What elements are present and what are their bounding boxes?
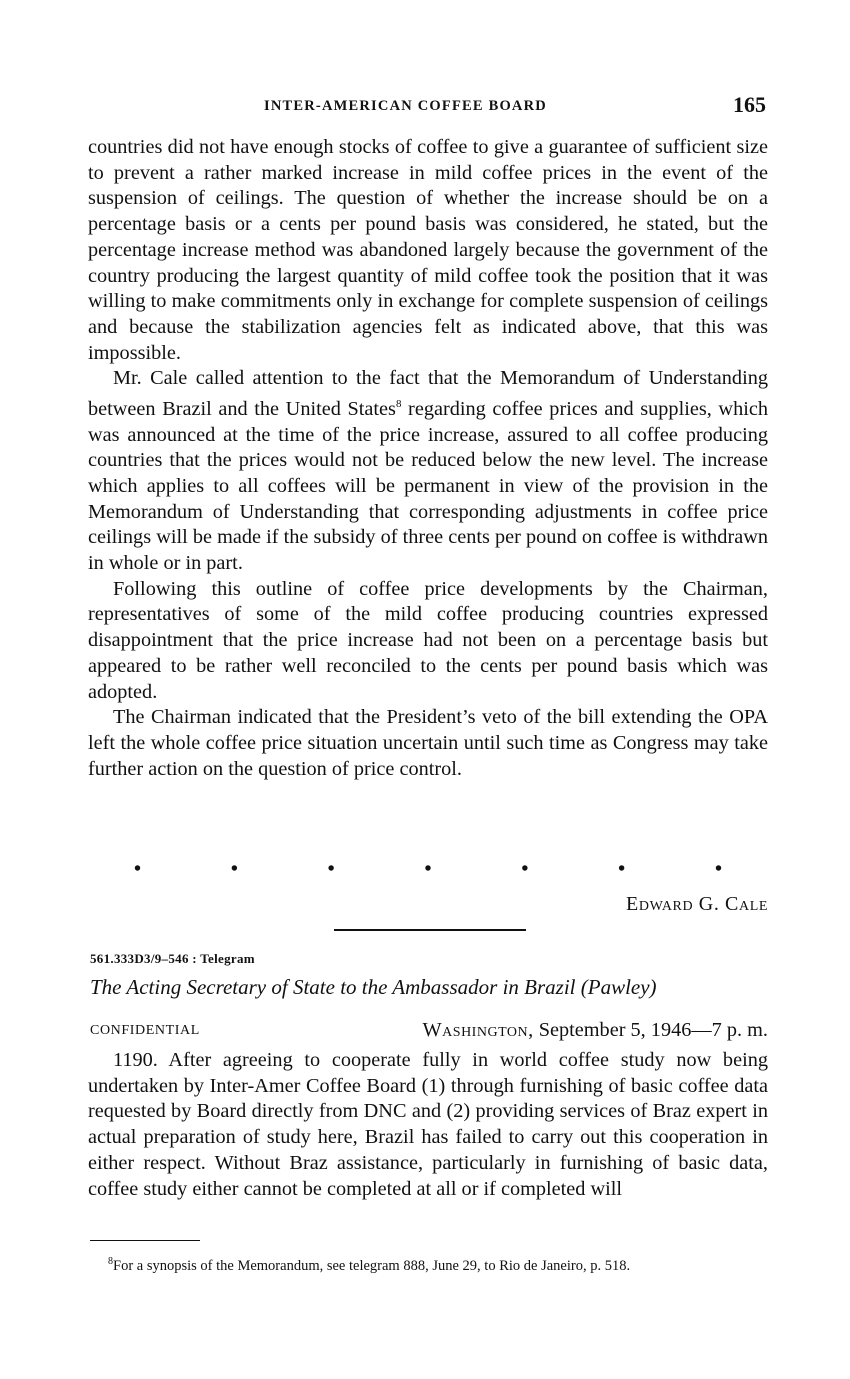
paragraph-1: countries did not have enough stocks of coffee to give a guarantee of sufficient size to prevent a rather marked increase in mild coffee prices in the event of the suspension of ceilings. The question of whether the increase should be on a percentage basis or a cents per pound basis was considered, he stated, but the percentage increase method was abandoned largely because the government of the country producing the largest quantity of mild coffee took the position that it was willing to make commitments only in exchange for complete suspension of ceilings and because the stabilization agencies felt as indicated above, that this was impossible. bbox=[88, 136, 768, 364]
footnote bbox=[90, 1253, 768, 1275]
classification: CONFIDENTIAL bbox=[90, 1023, 200, 1038]
footnote-text: For a synopsis of the Memorandum, see telegram 888, June 29, to Rio de Janeiro, p. 518. bbox=[113, 1257, 631, 1274]
footnote-reference: 8 bbox=[395, 398, 402, 411]
dateline-date: September 5, 1946—7 p. m. bbox=[533, 1019, 768, 1041]
document-page bbox=[88, 0, 768, 1379]
dateline-city: Washington, bbox=[422, 1019, 534, 1041]
telegram-body bbox=[88, 1048, 768, 1202]
telegram-text: 1190. After agreeing to cooperate fully in world coffee study now being undertaken by Inter-Amer Coffee Board (1) through furnishing of basic coffee data requested by Board directly from DNC and (2) providing services of Braz expert in actual preparation of study here, Brazil has failed to carry out this cooperation in either respect. Without Braz assistance, particularly in furnishing of basic data, coffee study either cannot be completed at all or if completed will bbox=[88, 1049, 768, 1200]
ellipsis-dot: • bbox=[424, 858, 432, 880]
running-title: INTER-AMERICAN COFFEE BOARD bbox=[264, 98, 547, 114]
footnote-divider bbox=[90, 1240, 200, 1241]
body-text bbox=[88, 135, 768, 782]
paragraph-2-start: Mr. Cale called attention to the fact that the Memorandum of Understanding between Brazil and the United States bbox=[88, 367, 768, 420]
document-title: The Acting Secretary of State to the Ambassador in Brazil (Pawley) bbox=[90, 975, 657, 999]
paragraph-2-end: regarding coffee prices and supplies, which was announced at the time of the price increase, assured to all coffee producing countries that the prices would not be reduced below the new level. The increase which applies to all coffees will be permanent in view of the provision in the Memorandum of Understanding that corresponding adjustments in coffee price ceilings will be made if the subsidy of three cents per pound on coffee is withdrawn in whole or in part. bbox=[88, 397, 768, 575]
signature: Edward G. Cale bbox=[626, 893, 768, 915]
ellipsis-dot: • bbox=[327, 858, 335, 880]
paragraph-4: The Chairman indicated that the President’s veto of the bill extending the OPA left the whole coffee price situation uncertain until such time as Congress may take further action on the question of price control. bbox=[88, 706, 768, 780]
ellipsis-dot: • bbox=[521, 858, 529, 880]
dateline bbox=[423, 1019, 768, 1042]
section-divider bbox=[334, 929, 526, 931]
ellipsis-dot: • bbox=[134, 858, 142, 880]
ellipsis-dot: • bbox=[618, 858, 626, 880]
document-meta bbox=[88, 1019, 768, 1047]
ellipsis-dot: • bbox=[714, 858, 722, 880]
page-header bbox=[88, 92, 768, 122]
footnote-marker: 8 bbox=[108, 1256, 113, 1267]
ellipsis-dots bbox=[88, 858, 768, 878]
file-number: 561.333D3/9–546 : Telegram bbox=[90, 951, 255, 966]
page-number: 165 bbox=[733, 92, 766, 117]
paragraph-2 bbox=[88, 366, 768, 576]
ellipsis-dot: • bbox=[230, 858, 238, 880]
paragraph-3: Following this outline of coffee price developments by the Chairman, representatives of some of the mild coffee producing countries expressed disappointment that the price increase had not been on a percentage basis but appeared to be rather well reconciled to the cents per pound basis which was adopted. bbox=[88, 577, 768, 703]
